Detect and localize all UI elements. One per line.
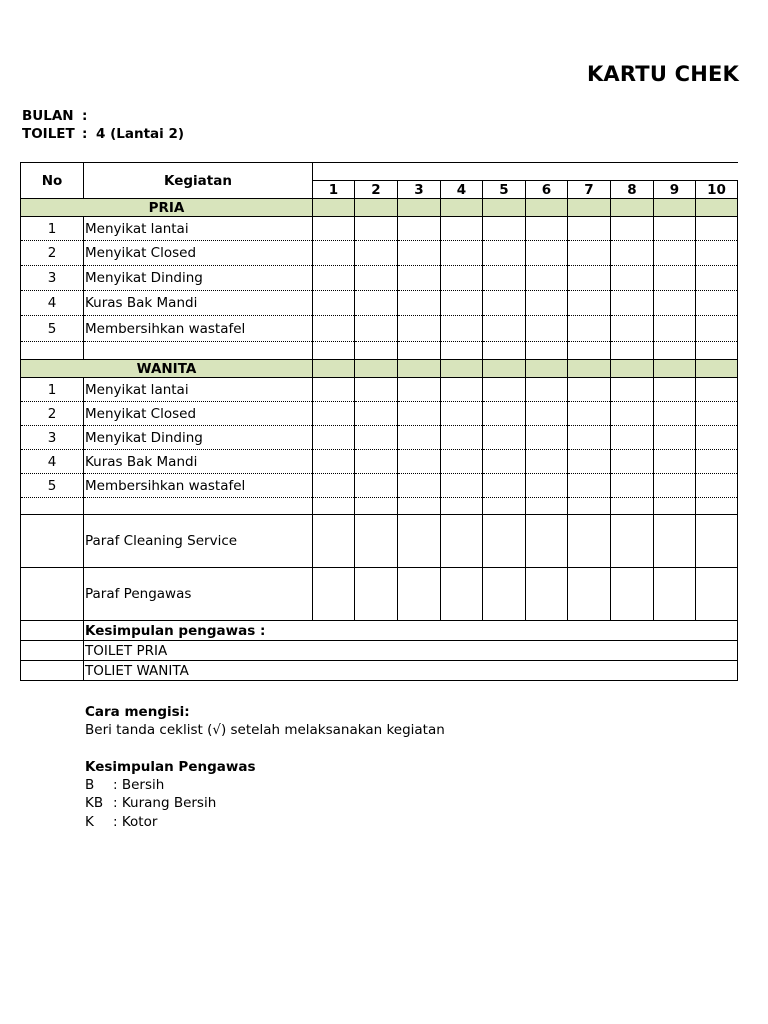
check-cell[interactable]: [398, 217, 441, 241]
row-number: 1: [21, 378, 84, 402]
summary-no-cell: [21, 661, 84, 681]
paraf-pengawas-row: [21, 568, 738, 621]
check-cell[interactable]: [654, 241, 696, 266]
signature-cell[interactable]: [654, 568, 696, 621]
pria-task-row: [21, 217, 738, 241]
kesimpulan-title: Kesimpulan Pengawas: [85, 759, 256, 775]
check-cell[interactable]: [696, 450, 738, 474]
activity-label: Kuras Bak Mandi: [84, 450, 313, 474]
check-cell[interactable]: [355, 450, 398, 474]
blank-cell: [355, 342, 398, 360]
activity-label: Menyikat Dinding: [84, 266, 313, 291]
blank-cell: [398, 342, 441, 360]
row-number: 1: [21, 217, 84, 241]
check-cell[interactable]: [441, 316, 483, 342]
cara-text: Beri tanda ceklist (√) setelah melaksanakan kegiatan: [85, 722, 445, 738]
check-cell[interactable]: [696, 426, 738, 450]
check-cell[interactable]: [568, 217, 611, 241]
check-cell[interactable]: [526, 217, 568, 241]
check-cell[interactable]: [355, 474, 398, 498]
signature-cell[interactable]: [696, 568, 738, 621]
header-kegiatan: Kegiatan: [84, 163, 313, 199]
check-cell[interactable]: [313, 291, 355, 316]
check-cell[interactable]: [441, 241, 483, 266]
check-cell[interactable]: [696, 291, 738, 316]
check-cell[interactable]: [696, 241, 738, 266]
day-header: 8: [611, 181, 654, 199]
paraf-cleaning-service-label: Paraf Cleaning Service: [84, 515, 313, 568]
check-cell[interactable]: [355, 241, 398, 266]
legend-item-b: B : Bersih: [85, 777, 165, 793]
signature-cell[interactable]: [355, 515, 398, 568]
section-wanita-fill: [441, 360, 483, 378]
check-cell[interactable]: [483, 316, 526, 342]
blank-cell: [21, 342, 84, 360]
day-header: 2: [355, 181, 398, 199]
check-cell[interactable]: [398, 291, 441, 316]
signature-cell[interactable]: [568, 568, 611, 621]
check-cell[interactable]: [483, 266, 526, 291]
section-wanita-fill: [313, 360, 355, 378]
check-cell[interactable]: [526, 402, 568, 426]
signature-cell[interactable]: [654, 515, 696, 568]
blank-cell: [611, 342, 654, 360]
check-cell[interactable]: [526, 474, 568, 498]
check-cell[interactable]: [568, 378, 611, 402]
check-cell[interactable]: [696, 402, 738, 426]
blank-cell: [526, 498, 568, 515]
check-cell[interactable]: [654, 217, 696, 241]
check-cell[interactable]: [355, 266, 398, 291]
section-wanita-fill: [568, 360, 611, 378]
section-wanita-fill: [654, 360, 696, 378]
section-pria-fill: [313, 199, 355, 217]
signature-cell[interactable]: [568, 515, 611, 568]
blank-row: [21, 498, 738, 515]
toilet-colon: :: [82, 126, 88, 142]
pria-task-row: [21, 241, 738, 266]
check-cell[interactable]: [313, 450, 355, 474]
check-cell[interactable]: [696, 266, 738, 291]
activity-label: Kuras Bak Mandi: [84, 291, 313, 316]
check-cell[interactable]: [696, 217, 738, 241]
check-cell[interactable]: [696, 474, 738, 498]
check-cell[interactable]: [483, 291, 526, 316]
check-cell[interactable]: [398, 474, 441, 498]
day-header: 7: [568, 181, 611, 199]
section-wanita-fill: [483, 360, 526, 378]
check-cell[interactable]: [313, 217, 355, 241]
bulan-row: [22, 108, 96, 124]
row-number: 5: [21, 316, 84, 342]
signature-cell[interactable]: [313, 515, 355, 568]
section-pria-fill: [696, 199, 738, 217]
summary-no-cell: [21, 621, 84, 641]
summary-toilet-wanita-row: [21, 661, 738, 681]
blank-cell: [654, 498, 696, 515]
summary-toilet-pria-label: TOILET PRIA: [84, 641, 738, 661]
check-cell[interactable]: [483, 378, 526, 402]
check-cell[interactable]: [398, 266, 441, 291]
check-cell[interactable]: [526, 450, 568, 474]
signature-cell[interactable]: [526, 515, 568, 568]
check-cell[interactable]: [654, 378, 696, 402]
check-cell[interactable]: [313, 402, 355, 426]
activity-label: Menyikat lantai: [84, 217, 313, 241]
row-number: 4: [21, 450, 84, 474]
toilet-label: TOILET: [22, 126, 75, 142]
check-cell[interactable]: [568, 402, 611, 426]
signature-cell[interactable]: [526, 568, 568, 621]
signature-cell[interactable]: [441, 568, 483, 621]
blank-cell: [568, 342, 611, 360]
check-cell[interactable]: [611, 217, 654, 241]
wanita-task-row: [21, 378, 738, 402]
row-number: 2: [21, 402, 84, 426]
section-wanita-fill: [526, 360, 568, 378]
kesimpulan-pengawas-row: [21, 621, 738, 641]
check-cell[interactable]: [696, 378, 738, 402]
section-pria-fill: [355, 199, 398, 217]
check-cell[interactable]: [568, 266, 611, 291]
day-header: 5: [483, 181, 526, 199]
blank-cell: [654, 342, 696, 360]
check-cell[interactable]: [441, 474, 483, 498]
check-cell[interactable]: [355, 291, 398, 316]
pria-task-row: [21, 266, 738, 291]
check-cell[interactable]: [483, 217, 526, 241]
check-cell[interactable]: [398, 426, 441, 450]
check-cell[interactable]: [611, 266, 654, 291]
paraf-pengawas-label: Paraf Pengawas: [84, 568, 313, 621]
wanita-task-row: [21, 402, 738, 426]
section-wanita-fill: [398, 360, 441, 378]
check-cell[interactable]: [355, 426, 398, 450]
check-cell[interactable]: [611, 474, 654, 498]
cara-title: Cara mengisi:: [85, 704, 190, 720]
check-cell[interactable]: [313, 266, 355, 291]
paraf-no-cell: [21, 515, 84, 568]
check-cell[interactable]: [611, 450, 654, 474]
check-cell[interactable]: [654, 450, 696, 474]
header-no: No: [21, 163, 84, 199]
section-wanita-fill: [611, 360, 654, 378]
check-cell[interactable]: [568, 474, 611, 498]
check-cell[interactable]: [313, 316, 355, 342]
check-cell[interactable]: [654, 402, 696, 426]
check-cell[interactable]: [483, 474, 526, 498]
activity-label: Menyikat Dinding: [84, 426, 313, 450]
row-number: 3: [21, 266, 84, 291]
signature-cell[interactable]: [483, 568, 526, 621]
check-cell[interactable]: [355, 316, 398, 342]
section-pria-fill: [483, 199, 526, 217]
kesimpulan-pengawas-label: Kesimpulan pengawas :: [84, 621, 738, 641]
blank-cell: [483, 342, 526, 360]
section-wanita-fill: [696, 360, 738, 378]
blank-cell: [483, 498, 526, 515]
check-cell[interactable]: [398, 402, 441, 426]
blank-cell: [313, 342, 355, 360]
check-cell[interactable]: [568, 241, 611, 266]
section-pria-fill: [441, 199, 483, 217]
wanita-task-row: [21, 450, 738, 474]
signature-cell[interactable]: [441, 515, 483, 568]
check-cell[interactable]: [611, 402, 654, 426]
blank-cell: [21, 498, 84, 515]
check-cell[interactable]: [483, 402, 526, 426]
check-cell[interactable]: [483, 241, 526, 266]
check-cell[interactable]: [568, 450, 611, 474]
activity-label: Menyikat Closed: [84, 402, 313, 426]
section-pria-fill: [568, 199, 611, 217]
check-cell[interactable]: [483, 426, 526, 450]
check-cell[interactable]: [526, 316, 568, 342]
check-cell[interactable]: [398, 241, 441, 266]
section-pria-fill: [526, 199, 568, 217]
activity-label: Menyikat Closed: [84, 241, 313, 266]
signature-cell[interactable]: [355, 568, 398, 621]
toilet-value: 4 (Lantai 2): [96, 126, 185, 142]
signature-cell[interactable]: [611, 568, 654, 621]
check-cell[interactable]: [611, 316, 654, 342]
paraf-cleaning-service-row: [21, 515, 738, 568]
signature-cell[interactable]: [398, 568, 441, 621]
check-cell[interactable]: [398, 378, 441, 402]
blank-cell: [526, 342, 568, 360]
paraf-no-cell: [21, 568, 84, 621]
summary-toilet-wanita-label: TOLIET WANITA: [84, 661, 738, 681]
activity-label: Membersihkan wastafel: [84, 474, 313, 498]
check-cell[interactable]: [441, 426, 483, 450]
check-cell[interactable]: [398, 316, 441, 342]
day-header: 10: [696, 181, 738, 199]
check-cell[interactable]: [483, 450, 526, 474]
blank-row: [21, 342, 738, 360]
check-cell[interactable]: [568, 291, 611, 316]
bulan-colon: :: [82, 108, 88, 124]
header-row-top: [21, 163, 738, 181]
day-header: 6: [526, 181, 568, 199]
check-cell[interactable]: [313, 426, 355, 450]
section-pria-label: PRIA: [21, 199, 313, 217]
signature-cell[interactable]: [398, 515, 441, 568]
signature-cell[interactable]: [611, 515, 654, 568]
signature-cell[interactable]: [696, 515, 738, 568]
summary-no-cell: [21, 641, 84, 661]
blank-cell: [313, 498, 355, 515]
pria-task-row: [21, 291, 738, 316]
section-wanita-label: WANITA: [21, 360, 313, 378]
signature-cell[interactable]: [483, 515, 526, 568]
check-cell[interactable]: [441, 402, 483, 426]
check-cell[interactable]: [355, 378, 398, 402]
check-cell[interactable]: [526, 291, 568, 316]
check-cell[interactable]: [654, 291, 696, 316]
bulan-label: BULAN: [22, 108, 74, 124]
blank-cell: [355, 498, 398, 515]
section-pria: [21, 199, 738, 217]
check-cell[interactable]: [611, 378, 654, 402]
day-header: 4: [441, 181, 483, 199]
check-cell[interactable]: [441, 291, 483, 316]
check-cell[interactable]: [568, 426, 611, 450]
check-cell[interactable]: [611, 241, 654, 266]
wanita-task-row: [21, 474, 738, 498]
row-number: 5: [21, 474, 84, 498]
blank-cell: [84, 498, 313, 515]
check-cell[interactable]: [355, 217, 398, 241]
section-pria-fill: [654, 199, 696, 217]
activity-label: Menyikat lantai: [84, 378, 313, 402]
day-header: 9: [654, 181, 696, 199]
check-cell[interactable]: [313, 241, 355, 266]
check-cell[interactable]: [441, 217, 483, 241]
blank-cell: [441, 342, 483, 360]
pria-task-row: [21, 316, 738, 342]
signature-cell[interactable]: [313, 568, 355, 621]
check-cell[interactable]: [526, 378, 568, 402]
check-cell[interactable]: [654, 426, 696, 450]
check-cell[interactable]: [611, 426, 654, 450]
blank-cell: [611, 498, 654, 515]
checklist-table: [20, 162, 738, 681]
row-number: 3: [21, 426, 84, 450]
check-cell[interactable]: [611, 291, 654, 316]
check-cell[interactable]: [526, 426, 568, 450]
blank-cell: [441, 498, 483, 515]
check-cell[interactable]: [313, 474, 355, 498]
blank-cell: [696, 342, 738, 360]
legend-item-kb: KB : Kurang Bersih: [85, 795, 217, 811]
legend-item-k: K : Kotor: [85, 814, 158, 830]
row-number: 2: [21, 241, 84, 266]
check-cell[interactable]: [654, 474, 696, 498]
check-cell[interactable]: [441, 378, 483, 402]
check-cell[interactable]: [441, 450, 483, 474]
blank-cell: [696, 498, 738, 515]
check-cell[interactable]: [568, 316, 611, 342]
check-cell[interactable]: [696, 316, 738, 342]
blank-cell: [398, 498, 441, 515]
check-cell[interactable]: [654, 266, 696, 291]
summary-toilet-pria-row: [21, 641, 738, 661]
wanita-task-row: [21, 426, 738, 450]
section-wanita-fill: [355, 360, 398, 378]
blank-cell: [84, 342, 313, 360]
card-title: KARTU CHEK: [586, 62, 739, 86]
row-number: 4: [21, 291, 84, 316]
check-cell[interactable]: [398, 450, 441, 474]
blank-cell: [568, 498, 611, 515]
check-cell[interactable]: [526, 266, 568, 291]
section-wanita: [21, 360, 738, 378]
day-header: 3: [398, 181, 441, 199]
activity-label: Membersihkan wastafel: [84, 316, 313, 342]
section-pria-fill: [398, 199, 441, 217]
check-cell[interactable]: [441, 266, 483, 291]
check-cell[interactable]: [654, 316, 696, 342]
section-pria-fill: [611, 199, 654, 217]
toilet-row: [22, 126, 184, 142]
check-cell[interactable]: [355, 402, 398, 426]
day-header: 1: [313, 181, 355, 199]
check-cell[interactable]: [526, 241, 568, 266]
header-days-span: [313, 163, 738, 181]
check-cell[interactable]: [313, 378, 355, 402]
